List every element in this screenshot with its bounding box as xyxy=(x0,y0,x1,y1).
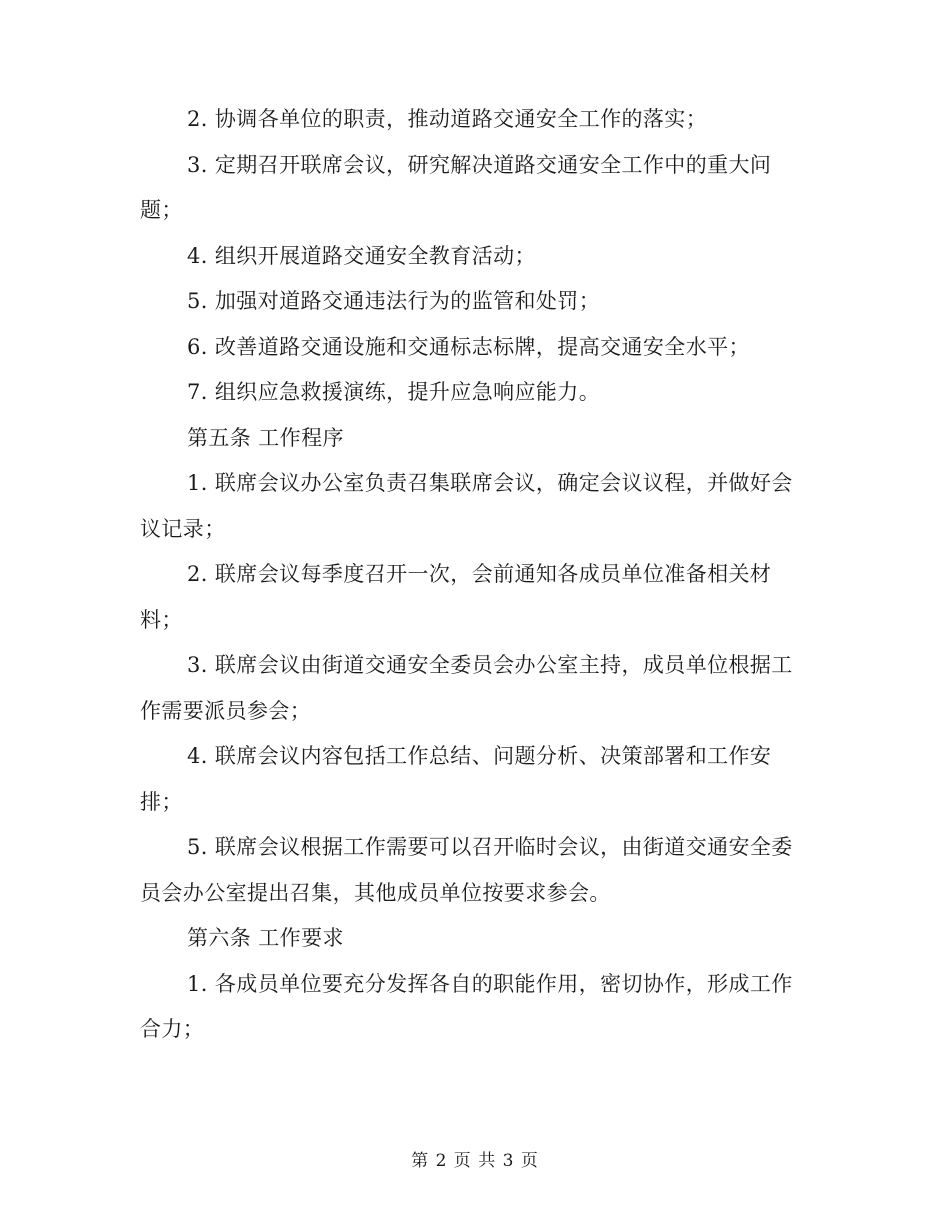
procedure-item-2: 2. 联席会议每季度召开一次，会前通知各成员单位准备相关材料； xyxy=(140,562,772,632)
section-heading-article-5: 第五条 工作程序 xyxy=(187,425,344,450)
procedure-item-4: 4. 联席会议内容包括工作总结、问题分析、决策部署和工作安排； xyxy=(140,744,772,814)
paragraph-item-7: 7. 组织应急救援演练，提升应急响应能力。 xyxy=(187,380,601,404)
paragraph-item-2: 2. 协调各单位的职责，推动道路交通安全工作的落实； xyxy=(187,107,708,131)
procedure-item-3: 3. 联席会议由街道交通安全委员会办公室主持，成员单位根据工作需要派员参会； xyxy=(140,653,793,723)
paragraph-item-4: 4. 组织开展道路交通安全教育活动； xyxy=(187,243,536,268)
paragraph-item-5: 5. 加强对道路交通违法行为的监管和处罚； xyxy=(187,289,601,313)
procedure-item-5: 5. 联席会议根据工作需要可以召开临时会议，由街道交通安全委员会办公室提出召集，其他成员单位按要求参会。 xyxy=(140,835,793,905)
section-heading-article-6: 第六条 工作要求 xyxy=(187,926,344,950)
procedure-item-1: 1. 联席会议办公室负责召集联席会议，确定会议议程，并做好会议记录； xyxy=(140,471,793,541)
page-number-footer: 第 2 页 共 3 页 xyxy=(411,1151,539,1171)
requirement-item-1: 1. 各成员单位要充分发挥各自的职能作用，密切协作，形成工作合力； xyxy=(140,971,793,1041)
document-body xyxy=(140,97,810,1053)
paragraph-item-3: 3. 定期召开联席会议，研究解决道路交通安全工作中的重大问题； xyxy=(140,152,772,222)
paragraph-item-6: 6. 改善道路交通设施和交通标志标牌，提高交通安全水平； xyxy=(187,334,750,359)
